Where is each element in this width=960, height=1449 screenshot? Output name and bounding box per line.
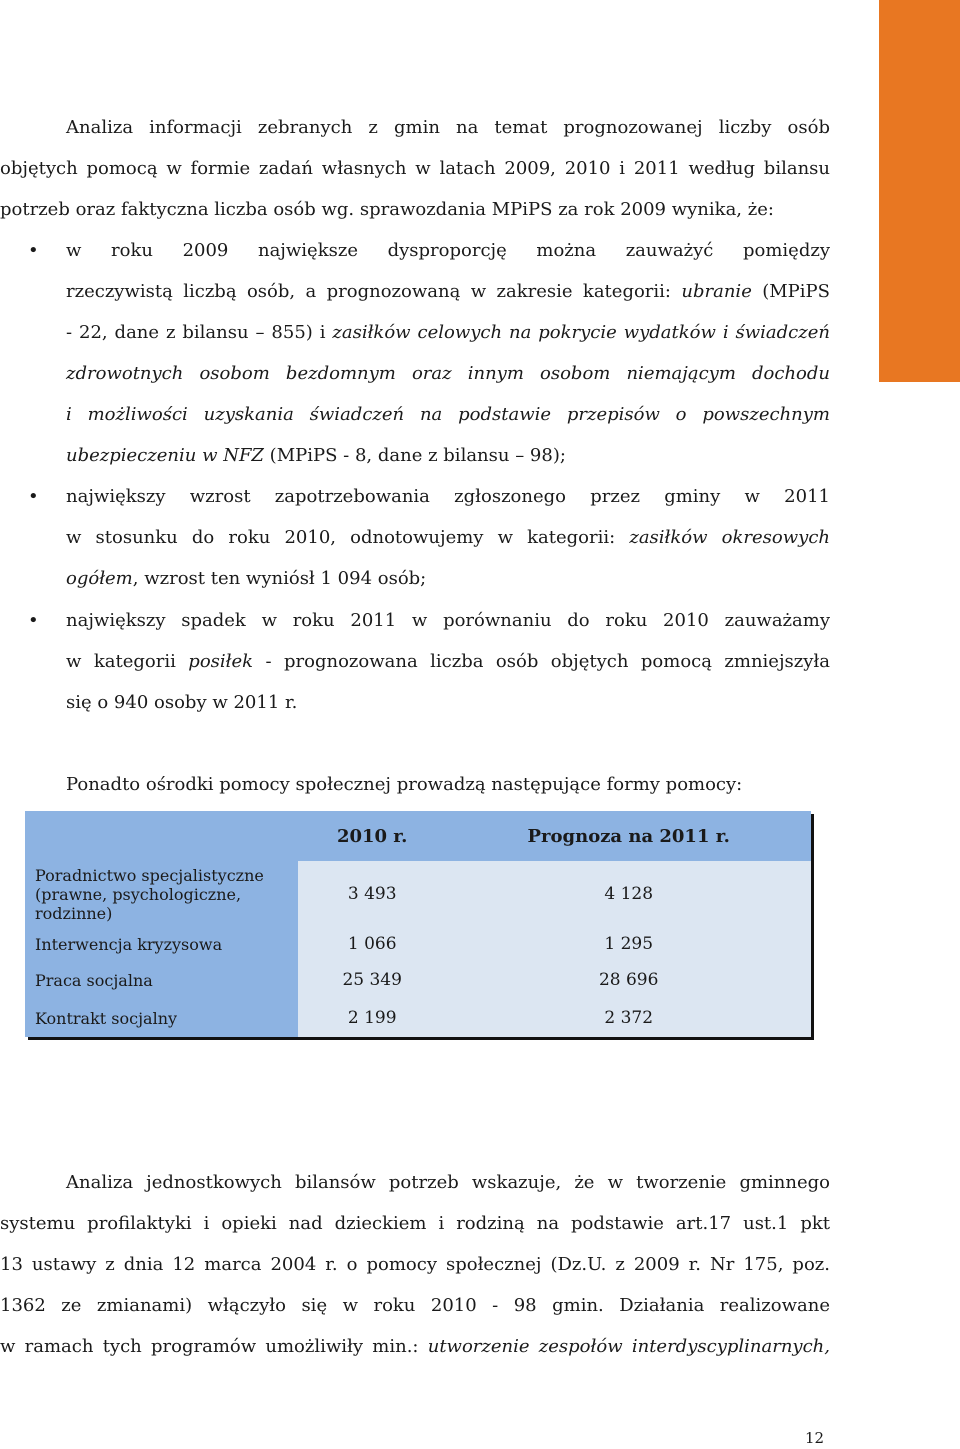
table-row-label: Praca socjalna [25,961,298,999]
bullet-1-line-5: i możliwości uzyskania świadczeń na podstawie przepisów o powszechnym [66,404,830,425]
intro-line-3: potrzeb oraz faktyczna liczba osób wg. sprawozdania MPiPS za rok 2009 wynika, że: [0,199,774,220]
table-header-2011: Prognoza na 2011 r. [446,811,811,861]
bullet-1-line-6: ubezpieczeniu w NFZ (MPiPS - 8, dane z bilansu – 98); [66,445,566,466]
analysis-line-2: systemu profilaktyki i opieki nad dzieckiem i rodziną na podstawie art.17 ust.1 pkt [0,1213,830,1234]
analysis-line-3: 13 ustawy z dnia 12 marca 2004 r. o pomocy społecznej (Dz.U. z 2009 r. Nr 175, poz. [0,1254,830,1275]
bullet-marker: • [28,610,39,631]
table-cell-2010: 2 199 [298,999,446,1037]
table-row-label: Kontrakt socjalny [25,999,298,1037]
bullet-marker: • [28,486,39,507]
table-header-2010: 2010 r. [298,811,446,861]
bullet-3-line-3: się o 940 osoby w 2011 r. [66,692,298,713]
table-row [25,999,811,1037]
intro-paragraph [0,107,830,230]
table-cell-2011: 1 295 [446,927,811,961]
table-row-label: Poradnictwo specjalistyczne (prawne, psychologiczne, rodzinne) [25,861,298,927]
bullet-3-line-2: w kategorii posiłek - prognozowana liczba osób objętych pomocą zmniejszyła [66,651,831,672]
bullet-3-line-1: największy spadek w roku 2011 w porównaniu do roku 2010 zauważamy [66,610,830,631]
intro-line-1: Analiza informacji zebranych z gmin na temat prognozowanej liczby osób [66,117,830,138]
bullet-item-1 [0,230,830,476]
table-cell-2010: 25 349 [298,961,446,999]
intro-line-2: objętych pomocą w formie zadań własnych w latach 2009, 2010 i 2011 według bilansu [0,158,830,179]
bullet-item-3 [0,600,830,723]
table-cell-2010: 1 066 [298,927,446,961]
analysis-line-4: 1362 ze zmianami) włączyło się w roku 2010 - 98 gmin. Działania realizowane [0,1295,830,1316]
table-heading: Ponadto ośrodki pomocy społecznej prowadzą następujące formy pomocy: [66,774,743,795]
table-cell-2011: 2 372 [446,999,811,1037]
bullet-1-line-3: - 22, dane z bilansu – 855) i zasiłków celowych na pokrycie wydatków i świadczeń [66,322,830,343]
table-header-row [25,811,811,861]
bullet-1-line-4: zdrowotnych osobom bezdomnym oraz innym osobom niemającym dochodu [66,363,830,384]
page-number: 12 [805,1429,825,1447]
table-row [25,961,811,999]
bullet-item-2 [0,476,830,599]
bullet-2-line-3: ogółem, wzrost ten wyniósł 1 094 osób; [66,568,427,589]
bullet-2-line-1: największy wzrost zapotrzebowania zgłoszonego przez gminy w 2011 [66,486,830,507]
assistance-forms-table [25,811,811,1037]
orange-accent-bar [879,0,960,382]
table-cell-2010: 3 493 [298,861,446,927]
table-header-empty [25,811,298,861]
analysis-paragraph [0,1162,830,1367]
table-row [25,861,811,927]
bullet-2-line-2: w stosunku do roku 2010, odnotowujemy w kategorii: zasiłków okresowych [66,527,830,548]
table-cell-2011: 28 696 [446,961,811,999]
analysis-line-5: w ramach tych programów umożliwiły min.: utworzenie zespołów interdyscyplinarnych, [0,1336,830,1357]
table-cell-2011: 4 128 [446,861,811,927]
bullet-1-line-1: w roku 2009 największe dysproporcję można zauważyć pomiędzy [66,240,830,261]
bullet-marker: • [28,240,39,261]
analysis-line-1: Analiza jednostkowych bilansów potrzeb wskazuje, że w tworzenie gminnego [66,1172,830,1193]
table-row-label: Interwencja kryzysowa [25,927,298,961]
bullet-1-line-2: rzeczywistą liczbą osób, a prognozowaną w zakresie kategorii: ubranie (MPiPS [66,281,830,302]
table-row [25,927,811,961]
